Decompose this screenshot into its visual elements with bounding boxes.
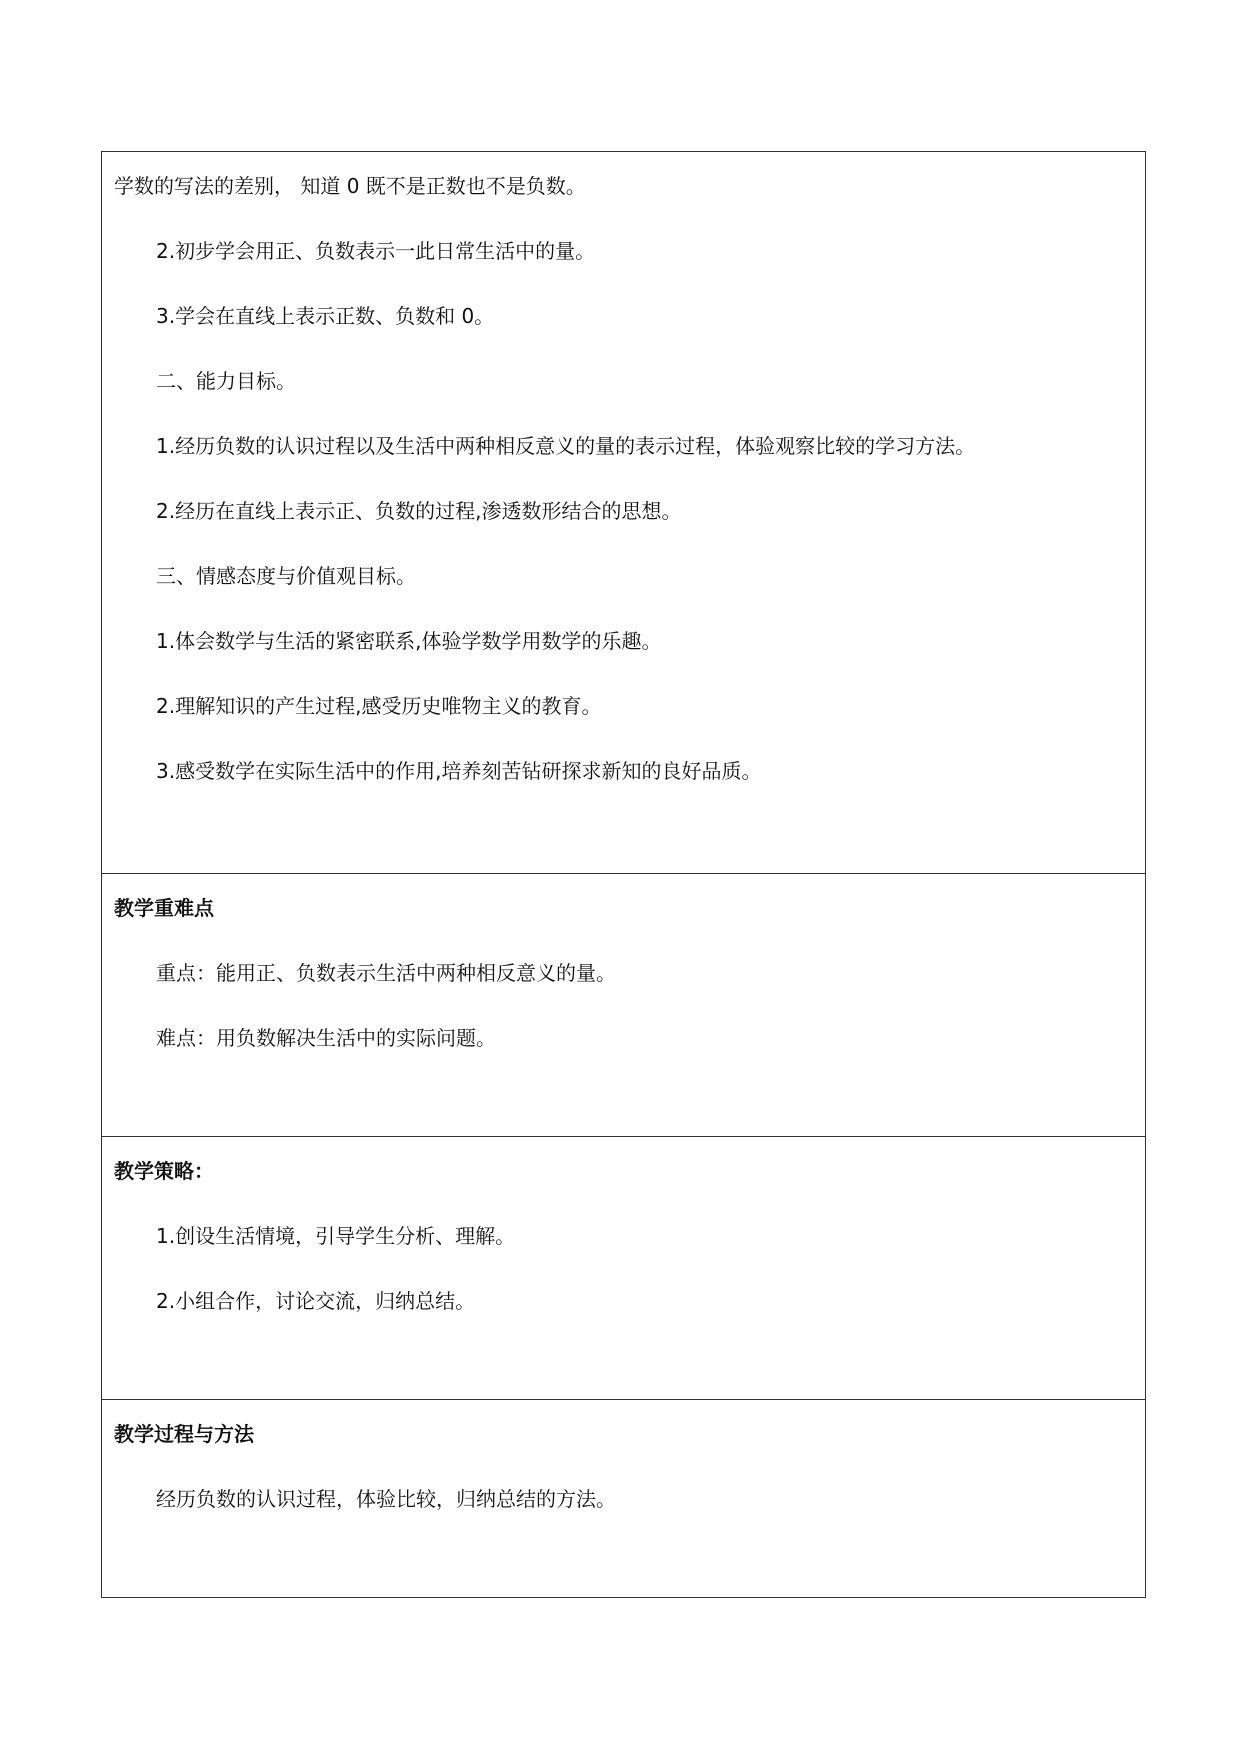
objective-line: 3.学会在直线上表示正数、负数和 0。 [156, 304, 495, 328]
objective-line: 2.初步学会用正、负数表示一此日常生活中的量。 [156, 239, 596, 263]
objective-line: 3.感受数学在实际生活中的作用,培养刻苦钻研探求新知的良好品质。 [156, 759, 762, 783]
strategy-line: 2.小组合作，讨论交流，归纳总结。 [156, 1289, 476, 1313]
objective-line: 1.体会数学与生活的紧密联系,体验学数学用数学的乐趣。 [156, 629, 662, 653]
keypoints-section [102, 874, 1145, 1137]
objective-subheading: 二、能力目标。 [156, 369, 296, 393]
lesson-plan-table [101, 151, 1146, 1598]
keypoint-line: 难点：用负数解决生活中的实际问题。 [156, 1026, 496, 1050]
keypoint-line: 重点：能用正、负数表示生活中两种相反意义的量。 [156, 961, 616, 985]
objective-subheading: 三、情感态度与价值观目标。 [156, 564, 416, 588]
objective-line: 2.经历在直线上表示正、负数的过程,渗透数形结合的思想。 [156, 499, 682, 523]
keypoints-heading: 教学重难点 [114, 896, 214, 920]
objective-line: 1.经历负数的认识过程以及生活中两种相反意义的量的表示过程，体验观察比较的学习方法。 [156, 434, 976, 458]
objective-line: 2.理解知识的产生过程,感受历史唯物主义的教育。 [156, 694, 602, 718]
strategy-heading: 教学策略： [114, 1159, 214, 1183]
strategy-section [102, 1137, 1145, 1400]
objectives-section [102, 152, 1145, 874]
process-line: 经历负数的认识过程，体验比较，归纳总结的方法。 [156, 1487, 616, 1511]
process-heading: 教学过程与方法 [114, 1422, 254, 1446]
strategy-line: 1.创设生活情境，引导学生分析、理解。 [156, 1224, 516, 1248]
objective-line: 学数的写法的差别， 知道 0 既不是正数也不是负数。 [114, 174, 586, 198]
process-section [102, 1400, 1145, 1597]
